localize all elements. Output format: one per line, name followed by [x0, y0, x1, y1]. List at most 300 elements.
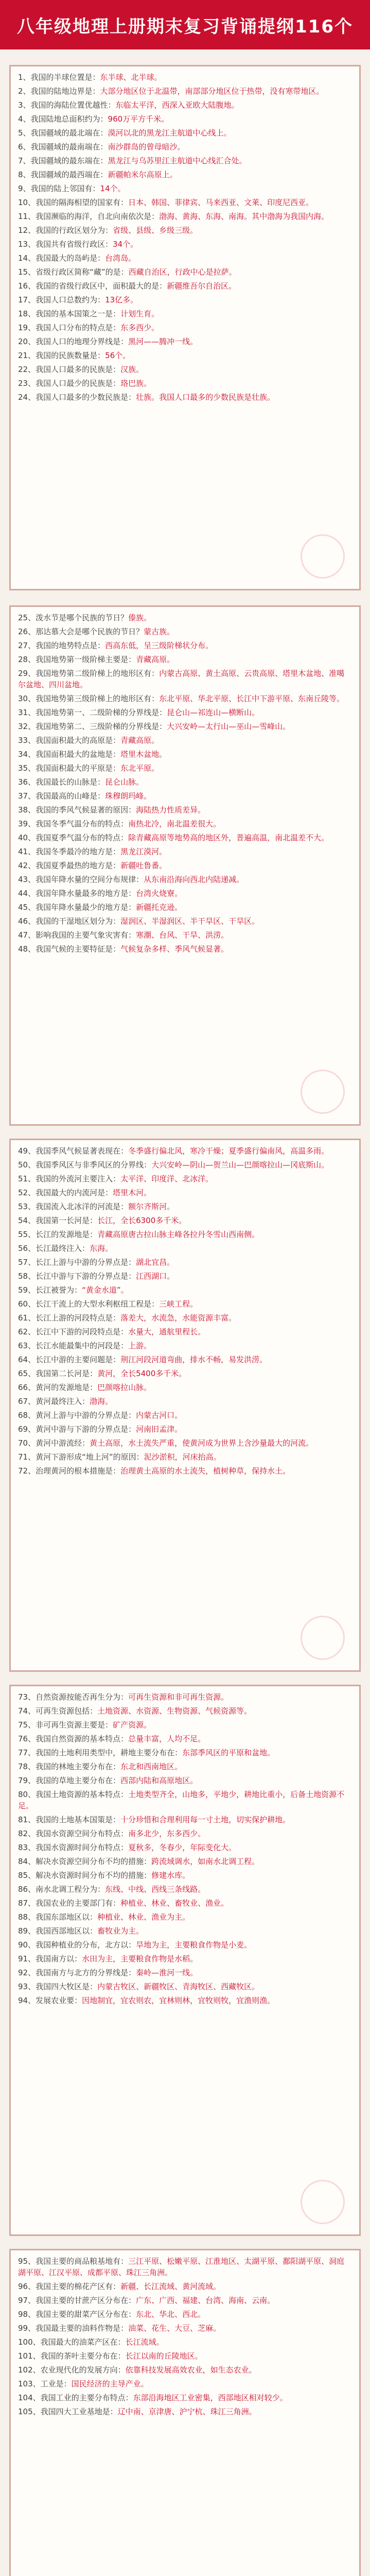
qa-item	[18, 2336, 352, 2348]
qa-item	[18, 308, 352, 319]
question-text: 104、我国工业的主要分布特点：	[18, 2393, 133, 2402]
question-text: 76、我国自然资源的基本特点：	[18, 1734, 129, 1743]
answer-text: 青藏高原唐古拉山脉主峰各拉丹冬雪山西南侧。	[97, 1230, 260, 1239]
qa-item	[18, 776, 352, 788]
question-text: 53、我国流入北冰洋的河流是：	[18, 1202, 129, 1211]
answer-text: 东多西少。	[120, 323, 160, 332]
qa-item	[18, 1870, 352, 1881]
qa-item	[18, 693, 352, 704]
qa-item	[18, 1705, 352, 1717]
qa-item	[18, 1270, 352, 1282]
answer-text: 种植业、林业、渔业为主。	[97, 1912, 190, 1922]
question-text: 86、南水北调工程分为：	[18, 1885, 105, 1894]
question-text: 15、省级行政区简称“藏”的是：	[18, 267, 129, 277]
answer-text: 冬季盛行偏北风，寒冷干燥；夏季盛行偏南风，高温多雨。	[128, 1146, 329, 1156]
question-text: 72、治理黄河的根本措施是：	[18, 1466, 121, 1476]
question-text: 61、长江上游的河段特点是：	[18, 1313, 121, 1323]
question-text: 26、那达慕大会是哪个民族的节日？	[18, 627, 144, 636]
answer-text: 东部季风区的平原和盆地。	[182, 1748, 275, 1757]
qa-item	[18, 888, 352, 899]
qa-item	[18, 350, 352, 361]
question-text: 25、泼水节是哪个民族的节日？	[18, 613, 129, 622]
question-text: 80、我国土地资源的基本特点：	[18, 1790, 129, 1799]
qa-item	[18, 735, 352, 746]
answer-text: 依靠科技发展高效农业，如生态农业。	[125, 2365, 257, 2375]
question-text: 55、长江的发源地是：	[18, 1230, 98, 1239]
answer-text: 三峡工程。	[159, 1299, 198, 1309]
qa-item	[18, 1201, 352, 1212]
answer-text: 荆江河段河道弯曲，排水不畅，易发洪涝。	[120, 1355, 268, 1364]
question-text: 12、我国的行政区划分为：	[18, 226, 113, 235]
question-text: 79、我国的草地主要分布在：	[18, 1776, 121, 1785]
stamp-mark	[301, 2180, 345, 2224]
answer-text: 昆仑山—祁连山—横断山。	[167, 708, 260, 717]
answer-text: 长江，全长6300多千米。	[97, 1216, 187, 1225]
qa-item	[18, 749, 352, 760]
question-text: 14、我国最大的岛屿是：	[18, 253, 105, 263]
question-text: 48、我国气候的主要特征是：	[18, 944, 121, 954]
question-text: 38、我国的季风气候显著的原因：	[18, 805, 136, 815]
qa-item	[18, 252, 352, 264]
answer-text: 可再生资源和非可再生资源。	[128, 1692, 229, 1702]
question-text: 5、我国疆域的最北端在：	[18, 128, 108, 138]
qa-item	[18, 902, 352, 913]
qa-item	[18, 1465, 352, 1477]
qa-item	[18, 1775, 352, 1786]
qa-item	[18, 790, 352, 802]
question-text: 32、我国地势第二、三级阶梯的分界线是：	[18, 722, 167, 731]
qa-item	[18, 1396, 352, 1407]
qa-item	[18, 2406, 352, 2417]
qa-item	[18, 707, 352, 718]
qa-item	[18, 2364, 352, 2376]
answer-text: 14个。	[100, 184, 126, 193]
answer-text: 日本、韩国、菲律宾、马来西亚、文莱、印度尼西亚。	[128, 198, 314, 207]
answer-text: “黄金水道”。	[82, 1285, 129, 1295]
question-text: 62、长江中下游的河段特点是：	[18, 1327, 129, 1336]
question-text: 51、我国的外流河主要注入：	[18, 1174, 121, 1183]
answer-text: 油菜、花生、大豆、芝麻。	[128, 2324, 221, 2333]
answer-text: 黑河——腾冲一线。	[128, 337, 198, 346]
qa-item	[18, 1884, 352, 1895]
answer-text: 跨流域调水，如南水北调工程。	[151, 1857, 260, 1866]
answer-text: 内蒙古牧区、新疆牧区、青海牧区、西藏牧区。	[97, 1982, 260, 1991]
question-text: 97、我国主要的甘蔗产区分布在：	[18, 2296, 136, 2305]
answer-text: 13亿多。	[105, 295, 138, 304]
answer-text: 傣族。	[128, 613, 152, 622]
answer-text: 省级、县级、乡级三级。	[113, 226, 198, 235]
answer-text: 大兴安岭—太行山—巫山—雪峰山。	[167, 722, 291, 731]
answer-text: 东北、华北、西北。	[136, 2310, 206, 2319]
answer-text: 渤海、黄海、东海、南海。其中渤海为我国内海。	[159, 212, 329, 221]
answer-text: 秦岭—淮河一线。	[136, 1968, 198, 1977]
page-title: 八年级地理上册期末复习背诵提纲116个	[17, 16, 353, 37]
question-text: 87、我国农业的主要部门有：	[18, 1899, 121, 1908]
qa-item	[18, 266, 352, 278]
qa-item	[18, 1789, 352, 1811]
qa-item	[18, 197, 352, 208]
answer-text: 南沙群岛的曾母暗沙。	[108, 142, 185, 151]
question-text: 68、黄河上游与中游的分界点是：	[18, 1411, 136, 1420]
question-text: 40、我国夏季气温分布的特点：	[18, 833, 129, 842]
question-text: 24、我国人口最多的少数民族是：	[18, 393, 136, 402]
answer-text: 长江以南的丘陵地区。	[125, 2351, 203, 2361]
question-text: 101、我国的茶叶主要分布在：	[18, 2351, 126, 2361]
answer-text: 土地类型齐全，山地多，平地少，耕地比重小，后备土地资源不足。	[18, 1790, 345, 1810]
question-text: 35、我国面积最大的平原是：	[18, 764, 121, 773]
qa-item	[18, 72, 352, 83]
question-text: 2、我国的陆地边界是：	[18, 87, 100, 96]
answer-text: 夏秋多，冬春少，年际变化大。	[128, 1843, 237, 1852]
qa-item	[18, 183, 352, 194]
answer-text: 漠河以北的黑龙江主航道中心线上。	[108, 128, 232, 138]
question-text: 23、我国人口最少的民族是：	[18, 379, 121, 388]
qa-item	[18, 1229, 352, 1240]
question-text: 58、长江中游与下游的分界点是：	[18, 1272, 136, 1281]
qa-item	[18, 99, 352, 111]
answer-text: 东半球、北半球。	[100, 73, 162, 82]
question-text: 33、我国面积最大的高原是：	[18, 736, 121, 745]
qa-item	[18, 612, 352, 623]
qa-item	[18, 1995, 352, 2006]
qa-item	[18, 846, 352, 857]
qa-item	[18, 1733, 352, 1744]
qa-item	[18, 1382, 352, 1393]
qa-item	[18, 378, 352, 389]
question-text: 34、我国面积最大的盆地是：	[18, 750, 121, 759]
question-text: 81、我国的土地基本国策是：	[18, 1815, 121, 1824]
qa-item	[18, 2256, 352, 2278]
qa-item	[18, 762, 352, 774]
qa-item	[18, 1814, 352, 1825]
answer-text: 矿产资源。	[113, 1720, 152, 1730]
answer-text: 泥沙淤积，河床抬高。	[144, 1452, 221, 1462]
question-text: 105、我国四大工业基地是：	[18, 2407, 118, 2416]
qa-item	[18, 721, 352, 732]
qa-item	[18, 169, 352, 180]
answer-text: 太平洋、印度洋、北冰洋。	[120, 1174, 214, 1183]
qa-item	[18, 294, 352, 306]
qa-item	[18, 943, 352, 955]
answer-text: 湖北宜昌。	[136, 1258, 175, 1267]
answer-text: 从东南沿海向西北内陆递减。	[144, 875, 244, 884]
question-text: 43、我国年降水量的空间分布规律：	[18, 875, 144, 884]
question-text: 8、我国疆域的最西端在：	[18, 170, 108, 179]
qa-item	[18, 1340, 352, 1351]
qa-item	[18, 1368, 352, 1379]
answer-text: 广东、广西、福建、台湾、海南、云南。	[136, 2296, 275, 2305]
question-text: 84、解决水资源空间分布不均的措施：	[18, 1857, 152, 1866]
question-text: 54、我国第一长河是：	[18, 1216, 98, 1225]
answer-text: 蒙古族。	[144, 627, 175, 636]
qa-item	[18, 1856, 352, 1867]
question-text: 99、我国最主要的油料作物是：	[18, 2324, 129, 2333]
answer-text: 渤海。	[90, 1397, 113, 1406]
answer-text: 上游。	[128, 1341, 152, 1350]
question-text: 82、我国水资源空间分布特点：	[18, 1829, 129, 1838]
question-text: 65、我国第二长河是：	[18, 1369, 98, 1378]
question-text: 100、我国最大的油菜产区在：	[18, 2337, 126, 2347]
question-text: 29、我国地势第二级阶梯上的地形区有：	[18, 669, 160, 678]
qa-item	[18, 1747, 352, 1758]
answer-text: 畜牧业为主。	[97, 1926, 144, 1936]
answer-text: 台湾岛。	[105, 253, 136, 263]
question-text: 73、自然资源按能否再生分为：	[18, 1692, 129, 1702]
answer-text: 大部分地区位于北温带，南部部分地区位于热带，没有寒带地区。	[100, 87, 324, 96]
question-text: 11、我国濒临的海洋，自北向南依次是：	[18, 212, 160, 221]
answer-text: 东海。	[90, 1244, 113, 1253]
qa-item	[18, 239, 352, 250]
qa-item	[18, 1257, 352, 1268]
question-text: 18、我国的基本国策之一是：	[18, 309, 121, 318]
question-text: 42、我国夏季最热的地方是：	[18, 861, 121, 870]
question-text: 67、黄河最终注入：	[18, 1397, 90, 1406]
question-text: 37、我国最高的山峰是：	[18, 791, 105, 801]
answer-text: 修建水库。	[151, 1871, 190, 1880]
question-text: 94、发展农业要：	[18, 1996, 82, 2005]
question-text: 75、非可再生资源主要是：	[18, 1720, 113, 1730]
answer-text: 东北平原、华北平原、长江中下游平原、东南丘陵等。	[159, 694, 345, 703]
answer-text: 国民经济的主导产业。	[71, 2379, 149, 2388]
qa-item	[18, 818, 352, 829]
answer-text: 水田为主，主要粮食作物是水稻。	[82, 1954, 198, 1963]
answer-text: 额尔齐斯河。	[128, 1202, 175, 1211]
qa-item	[18, 1981, 352, 1992]
question-text: 13、我国共有省级行政区：	[18, 240, 113, 249]
qa-item	[18, 113, 352, 125]
answer-text: 34个。	[113, 240, 138, 249]
qa-item	[18, 804, 352, 816]
answer-text: 960万平方千米。	[108, 114, 169, 124]
question-text: 102、农业现代化的发展方向：	[18, 2365, 126, 2375]
qa-item	[18, 1953, 352, 1964]
question-text: 66、黄河的发源地是：	[18, 1383, 98, 1392]
answer-text: 珞巴族。	[120, 379, 152, 388]
qa-item	[18, 2350, 352, 2362]
question-text: 19、我国人口分布的特点是：	[18, 323, 121, 332]
answer-text: 巴颜喀拉山脉。	[97, 1383, 152, 1392]
answer-text: 西高东低，呈三级阶梯状分布。	[105, 641, 214, 650]
answer-text: 落差大，水流急，水能资源丰富。	[120, 1313, 237, 1323]
qa-item	[18, 832, 352, 843]
qa-item	[18, 668, 352, 690]
question-text: 96、我国主要的棉花产区有：	[18, 2282, 121, 2291]
answer-text: 湿润区、半湿润区、半干旱区、干旱区。	[120, 917, 260, 926]
question-text: 7、我国疆域的最东端在：	[18, 156, 108, 165]
qa-item	[18, 211, 352, 222]
answer-text: 东部沿海地区工业密集，西部地区相对较少。	[133, 2393, 288, 2402]
qa-item	[18, 364, 352, 375]
qa-item	[18, 86, 352, 97]
answer-text: 十分珍惜和合理利用每一寸土地，切实保护耕地。	[120, 1815, 291, 1824]
question-text: 64、长江中游的主要问题是：	[18, 1355, 121, 1364]
question-text: 28、我国地势第一级阶梯主要是：	[18, 655, 136, 664]
qa-item	[18, 916, 352, 927]
answer-text: 青藏高原。	[136, 655, 175, 664]
answer-text: 水量大，通航里程长。	[128, 1327, 206, 1336]
answer-text: 汉族。	[120, 365, 144, 374]
answer-text: 新疆吐鲁番。	[120, 861, 167, 870]
qa-item	[18, 225, 352, 236]
question-text: 50、我国季风区与非季风区的分界线：	[18, 1160, 152, 1170]
qa-item	[18, 654, 352, 665]
question-text: 20、我国人口的地理分界线是：	[18, 337, 129, 346]
qa-item	[18, 322, 352, 333]
stamp-mark	[301, 534, 345, 579]
qa-item	[18, 280, 352, 292]
qa-item	[18, 1159, 352, 1171]
qa-item	[18, 1719, 352, 1731]
answer-text: 气候复杂多样、季风气候显著。	[120, 944, 229, 954]
answer-text: 长江流域。	[125, 2337, 164, 2347]
question-text: 70、黄河中游流经：	[18, 1438, 90, 1448]
qa-item	[18, 874, 352, 885]
answer-text: 壮族。我国人口最多的少数民族是壮族。	[136, 393, 275, 402]
qa-item	[18, 2295, 352, 2306]
answer-text: 昆仑山脉。	[105, 777, 144, 787]
section-card-3	[9, 1139, 361, 1672]
qa-item	[18, 1298, 352, 1310]
qa-item	[18, 1145, 352, 1157]
question-text: 46、我国的干湿地区划分为：	[18, 917, 121, 926]
qa-item	[18, 1437, 352, 1449]
answer-text: 东北和西南地区。	[120, 1762, 183, 1771]
qa-item	[18, 1354, 352, 1365]
answer-text: 土地资源、水资源、生物资源、气候资源等。	[97, 1706, 252, 1716]
answer-text: 黄河，全长5400多千米。	[97, 1369, 187, 1378]
question-text: 44、我国年降水量最多的地方是：	[18, 889, 136, 898]
question-text: 47、影响我国的主要气象灾害有：	[18, 930, 136, 940]
question-text: 17、我国人口总数约为：	[18, 295, 105, 304]
title-banner	[0, 0, 370, 49]
qa-item	[18, 141, 352, 152]
qa-item	[18, 2309, 352, 2320]
answer-text: 寒潮、台风、干旱、洪涝。	[136, 930, 229, 940]
qa-item	[18, 127, 352, 139]
question-text: 16、我国的省级行政区中，面积最大的是：	[18, 281, 167, 291]
question-text: 31、我国地势第一、二级阶梯的分界线是：	[18, 708, 167, 717]
answer-text: 西部内陆和高原地区。	[120, 1776, 198, 1785]
answer-text: 台湾火烧寮。	[136, 889, 183, 898]
answer-text: 总量丰富，人均不足。	[128, 1734, 206, 1743]
answer-text: 南多北少，东多西少。	[128, 1829, 206, 1838]
qa-item	[18, 1451, 352, 1463]
answer-text: 内蒙古河口。	[136, 1411, 183, 1420]
question-text: 85、解决水资源时间分布不均的措施：	[18, 1871, 152, 1880]
question-text: 93、我国四大牧区是：	[18, 1982, 98, 1991]
question-text: 56、长江最终注入：	[18, 1244, 90, 1253]
qa-item	[18, 1691, 352, 1703]
answer-text: 大兴安岭—阴山—贺兰山—巴颜喀拉山—冈底斯山。	[151, 1160, 329, 1170]
answer-text: 黑龙江漠河。	[120, 847, 167, 856]
question-text: 71、黄河下游形成“地上河”的原因：	[18, 1452, 144, 1462]
question-text: 52、我国最大的内流河是：	[18, 1188, 113, 1197]
answer-text: 新疆、长江流域、黄河流域。	[120, 2282, 221, 2291]
qa-item	[18, 2378, 352, 2389]
answer-text: 新疆帕米尔高原上。	[108, 170, 178, 179]
answer-text: 青藏高原。	[120, 736, 160, 745]
answer-text: 海陆热力性质差异。	[136, 805, 206, 815]
answer-text: 西藏自治区，行政中心是拉萨。	[128, 267, 237, 277]
question-text: 89、我国西部地区以：	[18, 1926, 98, 1936]
question-text: 1、我国的半球位置是：	[18, 73, 100, 82]
qa-item	[18, 2281, 352, 2292]
answer-text: 三江平原、松嫩平原、江淮地区、太湖平原、鄱阳湖平原、洞庭湖平原、江汉平原、成都平原、珠江三角洲。	[18, 2257, 345, 2277]
answer-text: 内蒙古高原、黄土高原、云贵高原、塔里木盆地、准噶尔盆地、四川盆地。	[18, 669, 345, 689]
question-text: 74、可再生资源包括：	[18, 1706, 98, 1716]
question-text: 90、我国种植业的分布，北方以：	[18, 1940, 136, 1950]
qa-item	[18, 640, 352, 651]
qa-item	[18, 1911, 352, 1923]
qa-item	[18, 1897, 352, 1909]
answer-text: 因地制宜，宜农则农，宜林则林，宜牧则牧，宜渔则渔。	[82, 1996, 275, 2005]
answer-text: 黄土高原，水土流失严重，使黄河成为世界上含沙量最大的河流。	[90, 1438, 314, 1448]
qa-item	[18, 1925, 352, 1937]
answer-text: 治理黄土高原的水土流失，植树种草，保持水土。	[120, 1466, 291, 1476]
answer-text: 计划生育。	[120, 309, 160, 318]
qa-item	[18, 1939, 352, 1951]
qa-item	[18, 1842, 352, 1853]
question-text: 27、我国的地势特点是：	[18, 641, 105, 650]
question-text: 4、我国陆地总面积约为：	[18, 114, 108, 124]
question-text: 9、我国的陆上邻国有：	[18, 184, 100, 193]
qa-item	[18, 1215, 352, 1226]
qa-item	[18, 155, 352, 166]
qa-item	[18, 860, 352, 871]
qa-item	[18, 2323, 352, 2334]
stamp-mark	[301, 1616, 345, 1660]
section-card-2	[9, 605, 361, 1126]
section-card-5	[9, 2249, 361, 2576]
qa-item	[18, 2392, 352, 2403]
answer-text: 新疆维吾尔自治区。	[167, 281, 237, 291]
answer-text: 东临太平洋，西深入亚欧大陆腹地。	[115, 100, 239, 110]
answer-text: 新疆托克逊。	[136, 903, 183, 912]
question-text: 60、长江干流上的大型水利枢纽工程是：	[18, 1299, 160, 1309]
question-text: 103、工业是：	[18, 2379, 72, 2388]
answer-text: 黑龙江与乌苏里江主航道中心线汇合处。	[108, 156, 247, 165]
question-text: 21、我国的民族数量是：	[18, 351, 105, 360]
qa-item	[18, 1312, 352, 1324]
qa-item	[18, 1284, 352, 1296]
qa-item	[18, 336, 352, 347]
answer-text: 塔里木河。	[113, 1188, 152, 1197]
question-text: 10、我国的隔海相望的国家有：	[18, 198, 129, 207]
question-text: 49、我国季风气候显著表现在：	[18, 1146, 129, 1156]
question-text: 22、我国人口最多的民族是：	[18, 365, 121, 374]
question-text: 39、我国冬季气温分布的特点：	[18, 819, 129, 828]
answer-text: 塔里木盆地。	[120, 750, 167, 759]
qa-item	[18, 1423, 352, 1435]
question-text: 88、我国东部地区以：	[18, 1912, 98, 1922]
question-text: 59、长江被誉为：	[18, 1285, 82, 1295]
section-card-1	[9, 65, 361, 590]
stamp-mark	[301, 1070, 345, 1114]
qa-item	[18, 1967, 352, 1978]
question-text: 3、我国的海陆位置优越性：	[18, 100, 116, 110]
qa-item	[18, 1243, 352, 1254]
question-text: 83、我国水资源时间分布特点：	[18, 1843, 129, 1852]
answer-text: 河南旧孟津。	[136, 1425, 183, 1434]
question-text: 92、我国南方与北方的分界线是：	[18, 1968, 136, 1977]
qa-item	[18, 1410, 352, 1421]
question-text: 77、我国的土地利用类型中，耕地主要分布在：	[18, 1748, 183, 1757]
section-card-4	[9, 1685, 361, 2236]
qa-item	[18, 1187, 352, 1198]
answer-text: 除青藏高原等地势高的地区外，普遍高温，南北温差不大。	[128, 833, 329, 842]
question-text: 91、我国南方以：	[18, 1954, 82, 1963]
answer-text: 南热北冷，南北温差很大。	[128, 819, 221, 828]
